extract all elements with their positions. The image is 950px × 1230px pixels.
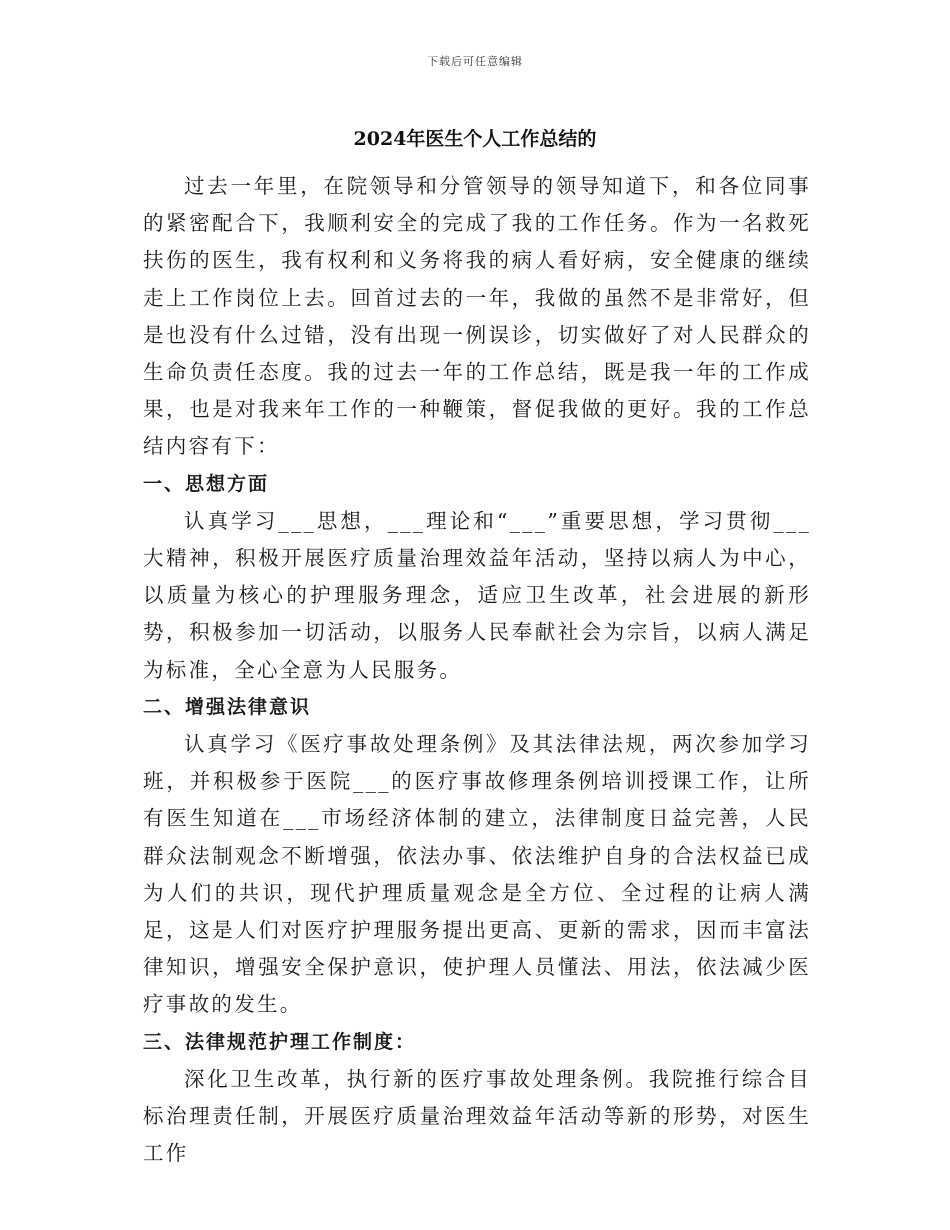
section-body-law-awareness: 认真学习《医疗事故处理条例》及其法律法规，两次参加学习班，并积极参于医院___的医疗事故修理条例培训授课工作，让所有医生知道在___市场经济体制的建立，法律制度日益完善，人民群众法制观念不断增强，依法办事、依法维护自身的合法权益已成为人们的共识，现代护理质量观念是全方位、全过程的让病人满足，这是人们对医疗护理服务提出更高、更新的需求，因而丰富法律知识，增强安全保护意识，使护理人员懂法、用法，依法减少医疗事故的发生。	[143, 732, 811, 1017]
header-note: 下载后可任意编辑	[427, 55, 523, 68]
section-body-nursing-rules: 深化卫生改革，执行新的医疗事故处理条例。我院推行综合目标治理责任制，开展医疗质量治理效益年活动等新的形势，对医生工作	[143, 1066, 811, 1166]
document-body	[143, 168, 811, 1172]
section-heading-law-awareness: 二、增强法律意识	[143, 695, 312, 718]
section-heading-nursing-rules: 三、法律规范护理工作制度：	[143, 1030, 417, 1053]
section-heading-thought: 一、思想方面	[143, 472, 270, 495]
page-title: 2024年医生个人工作总结的	[353, 128, 597, 150]
intro-paragraph: 过去一年里，在院领导和分管领导的领导知道下，和各位同事的紧密配合下，我顺利安全的完成了我的工作任务。作为一名救死扶伤的医生，我有权利和义务将我的病人看好病，安全健康的继续走上工作岗位上去。回首过去的一年，我做的虽然不是非常好，但是也没有什么过错，没有出现一例误诊，切实做好了对人民群众的生命负责任态度。我的过去一年的工作总结，既是我一年的工作成果，也是对我来年工作的一种鞭策，督促我做的更好。我的工作总结内容有下：	[143, 174, 811, 459]
section-body-thought: 认真学习___思想，___理论和“___”重要思想，学习贯彻___大精神，积极开展医疗质量治理效益年活动，坚持以病人为中心，以质量为核心的护理服务理念，适应卫生改革，社会进展的新形势，积极参加一切活动，以服务人民奉献社会为宗旨，以病人满足为标准，全心全意为人民服务。	[143, 508, 811, 682]
